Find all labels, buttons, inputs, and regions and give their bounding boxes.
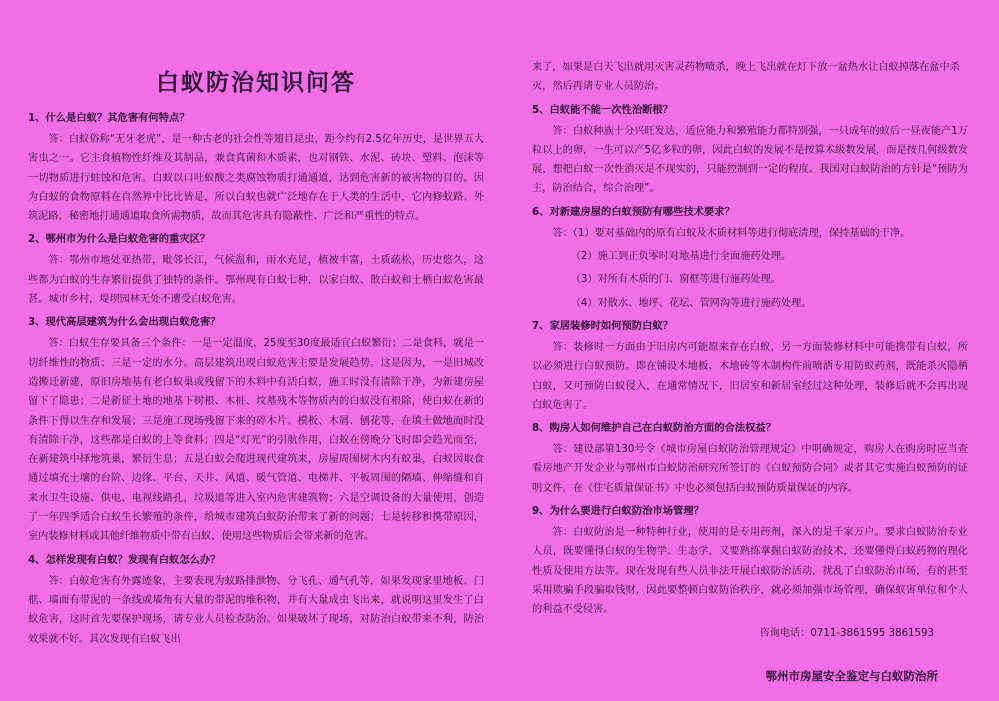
question-4: 4、怎样发现有白蚁？发现有白蚁怎么办？ xyxy=(28,553,221,566)
answer-6-item-2: （2）施工到正负零时对地基进行全面施药处理。 xyxy=(570,251,792,263)
question-8: 8、购房人如何维护自己在白蚁防治方面的合法权益？ xyxy=(532,422,776,435)
faq-item-6 xyxy=(532,205,968,313)
left-column xyxy=(28,0,484,649)
question-1: 1、什么是白蚁？其危害有何特点？ xyxy=(28,112,190,124)
faq-item-7 xyxy=(532,319,968,415)
answer-9: 答：白蚁防治是一种特种行业，使用的是专用药剂，深入的是千家万户。要求白蚁防治专业人员，既要懂得白蚁的生物学、生态学，又要熟练掌握白蚁防治技术，还要懂得白蚁药物的理化性质及使用方法等。现在发现有些人员非法开展白蚁防治活动，扰乱了白蚁防治市场，有的甚至采用欺骗手段骗取钱财，因此要整顿白蚁防治秩序，就必须加强市场管理，确保蚁害单位和个人的利益不受侵害。 xyxy=(532,527,968,616)
answer-7: 答：装修时一方面由于旧房内可能原来存在白蚁，另一方面装修材料中可能携带有白蚁，所以必须进行白蚁预防。即在铺设木地板、木地砖等木制构件前喷洒专用防蚁药剂，既能杀灭隐栖白蚁，又可预防白蚁侵入，在通常情况下，旧居室和新居室经过这种处理，装修后就不会再出现白蚁危害了。 xyxy=(532,341,968,411)
answer-8: 答：建设部第130号令《城市房屋白蚁防治管理规定》中明确规定，购房人在购房时应当查看房地产开发企业与鄂州市白蚁防治研究所签订的《白蚁预防合同》或者其它实施白蚁预防的证明文件，在《住宅质量保证书》中也必须包括白蚁预防质量保证的内容。 xyxy=(532,444,968,494)
answer-6-item-1: 答：（1）要对基础内的原有白蚁及木质材料等进行彻底清理，保持基础的干净。 xyxy=(552,227,911,239)
question-5: 5、白蚁能不能一次性治断根？ xyxy=(532,103,674,116)
question-2: 2、鄂州市为什么是白蚁危害的重灾区？ xyxy=(28,233,211,246)
faq-item-8 xyxy=(532,421,968,498)
faq-item-1 xyxy=(28,111,484,226)
answer-5: 答：白蚁种族十分兴旺发达，适应能力和繁殖能力都特别强，一只成年的蚁后一昼夜能产1万粒以上的卵，一生可以产5亿多粒的卵，因此白蚁的发展不是按算术级数发展，而是按几何级数发展，想把白蚁一次性消灭是不现实的，只能控制到一定的程度。我国对白蚁防治的方针是“预防为主，防治结合，综合治理”。 xyxy=(532,125,968,195)
answer-6-item-4: （4）对散水、地坪、花坛、管网沟等进行施药处理。 xyxy=(570,297,812,309)
faq-item-9 xyxy=(532,504,968,619)
answer-2: 答：鄂州市地处亚热带，毗邻长江，气候温和，雨水充足，植被丰富，土质疏松，历史悠久，这些都为白蚁的生存繁衍提供了独特的条件。鄂州现有白蚁七种，以家白蚁、散白蚁和土栖白蚁危害最甚。城市乡村，堤坝园林无处不遭受白蚁危害。 xyxy=(28,255,484,306)
question-3: 3、现代高层建筑为什么会出现白蚁危害？ xyxy=(28,316,221,329)
question-6: 6、对新建房屋的白蚁预防有哪些技术要求？ xyxy=(532,205,735,218)
faq-item-4 xyxy=(28,553,484,649)
faq-item-2 xyxy=(28,232,484,309)
answer-3: 答：白蚁生存要具备三个条件：一是一定温度，25度至30度最适宜白蚁繁衍；二是食料，就是一切纤维性的物质；三是一定的水分。高层建筑出现白蚁危害主要是发展趋势。这是因为，一是旧城改造搬迁新建，原旧房地基有老白蚁巢或残留下的木料中有活白蚁，施工时没有清除干净，为新建房屋留下了隐患；二是新征土地的地基下树根、木桩、坟墓残木等物质内的白蚁没有根除，使白蚁在新的条件下得以生存和发展；三是施工现场残留下来的碎木片、模板、木屑、刨花等，在填土做地面时没有清除干净，这些都是白蚁的上等食料；四是“灯光”的引航作用，白蚁在傍晚分飞时即会趋光而至，在新建筑中择地筑巢，繁衍生息；五是白蚁会爬进现代建筑来，房屋周围树木内有蚁巢，白蚁因取食通过填充土壤的台阶、边缘、平台、天井、风道、暖气管道、电梯井、平板周围的隔墙、伸缩缝和自来水卫生设施、供电、电视线路孔，垃圾道等进入室内危害建筑物；六是空调设备的大量使用，创造了一年四季适合白蚁生长繁殖的条件，给城市建筑白蚁防治带来了新的问题；七是转移和携带原因，室内装修材料或其他纤维物质中带有白蚁，使用这些物质后会带来新的危害。 xyxy=(28,338,484,543)
organization-name: 鄂州市房屋安全鉴定与白蚁防治所 xyxy=(765,668,938,683)
answer-4: 答：白蚁危害有外露迹象，主要表现为蚁路排泄物、分飞孔、通气孔等，如果发现家里地板、门框、墙面有带泥的一条线或墙角有大量的带泥的堆积物，并有大量成虫飞出来，就说明这里发生了白蚁危害，这时首先要保护现场，请专业人员检查防治。如果破坏了现场，对防治白蚁带来不利，防治效果就不好。其次发现有白蚁飞出 xyxy=(28,575,484,645)
faq-item-5 xyxy=(532,103,968,199)
answer-6-item-3: （3）对所有木质的门、窗框等进行施药处理。 xyxy=(570,274,781,286)
contact-phone: 咨询电话：0711-3861595 3861593 xyxy=(759,627,934,639)
faq-item-3 xyxy=(28,315,484,546)
answer-1: 答：白蚁俗称“无牙老虎”，是一种古老的社会性等翅目昆虫，距今约有2.5亿年历史，是世界五大害虫之一。它主食植物性纤维及其制品，兼食真菌和木质素，也对钢铁、水泥、砖块、塑料、泡沫等一切物质进行蛀蚀和危害。白蚁以口吐蚁酸之类腐蚀物质打通通道，达到危害新的被害物的目的。因为白蚁的食物原料在自然界中比比皆是，所以白蚁也就广泛地存在于人类的生活中，它内修蚁路、外筑泥路，秘密地打通通道取食所需物质，故而其危害具有隐蔽性、广泛和严重性的特点。 xyxy=(28,134,484,223)
answer-4-continuation: 来了，如果是白天飞出就用灭害灵药物喷杀，晚上飞出就在灯下放一盆热水让白蚁掉落在盆中杀灭，然后再请专业人员防治。 xyxy=(532,62,960,93)
question-7: 7、家居装修时如何预防白蚁？ xyxy=(532,319,674,332)
question-9: 9、为什么要进行白蚁防治市场管理？ xyxy=(532,505,704,518)
right-column xyxy=(532,58,968,684)
page-title: 白蚁防治知识问答 xyxy=(156,70,356,96)
